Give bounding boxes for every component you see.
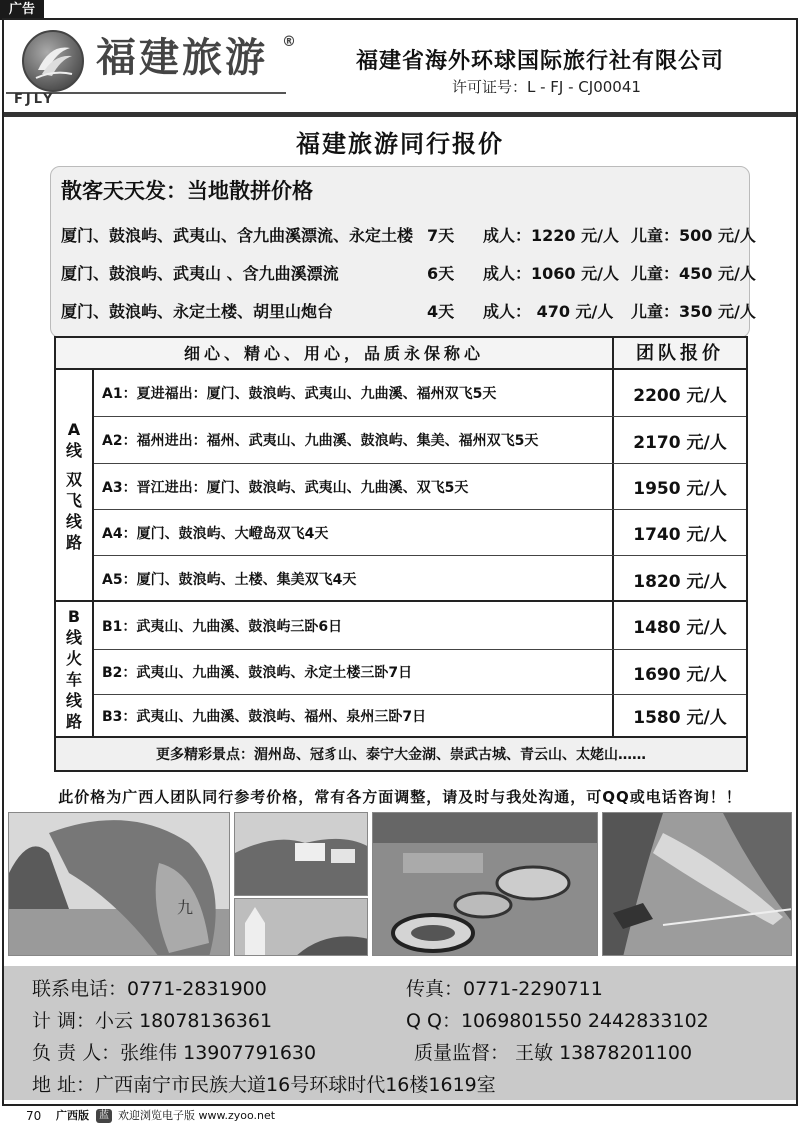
- scatter-row: [61, 223, 756, 249]
- line-a-label-char: 双: [65, 470, 82, 489]
- scatter-route: 厦门、鼓浪屿、武夷山、含九曲溪漂流、永定土楼: [61, 226, 414, 245]
- contact-fax: 传真：0771-2290711: [406, 978, 603, 1000]
- scatter-adult-price: 成人： 470 元/人: [483, 302, 614, 321]
- edition-badge: 蓝: [96, 1109, 112, 1123]
- page-footer: [0, 1106, 800, 1126]
- line-b-label-char: 车: [65, 670, 82, 689]
- contact-qq: Q Q：1069801550 2442833102: [406, 1010, 709, 1032]
- website-link[interactable]: 欢迎浏览电子版 www.zyoo.net: [118, 1109, 276, 1122]
- route-description: A4：厦门、鼓浪屿、大嶝岛双飞4天: [102, 525, 329, 542]
- line-a-label-char: 线: [65, 441, 82, 460]
- line-b-label-char: 路: [65, 712, 82, 731]
- line-b-label-char: 线: [65, 691, 82, 710]
- route-description: A2：福州进出：福州、武夷山、九曲溪、鼓浪屿、集美、福州双飞5天: [102, 433, 539, 449]
- page-title: 福建旅游同行报价: [296, 130, 504, 158]
- photo-church: [234, 898, 368, 956]
- route-description: A1：夏进福出：厦门、鼓浪屿、武夷山、九曲溪、福州双飞5天: [102, 386, 497, 402]
- photo-gulangyu: [234, 812, 368, 896]
- route-price: 1740 元/人: [612, 510, 746, 555]
- more-attractions: 更多精彩景点：湄州岛、冠豸山、泰宁大金湖、崇武古城、青云山、太姥山……: [56, 736, 746, 770]
- route-description: B2：武夷山、九曲溪、鼓浪屿、永定土楼三卧7日: [102, 665, 413, 681]
- line-a-label-char: 线: [65, 512, 82, 531]
- contact-phone: 联系电话：0771-2831900: [32, 978, 267, 1000]
- scatter-row: [61, 261, 756, 287]
- license-number: 许可证号：L - FJ - CJ00041: [452, 78, 641, 96]
- scatter-route: 厦门、鼓浪屿、永定土楼、胡里山炮台: [61, 302, 334, 321]
- route-price: 1480 元/人: [612, 602, 746, 649]
- company-name: 福建省海外环球国际旅行社有限公司: [356, 49, 725, 74]
- photo-tulou: [372, 812, 598, 956]
- line-a-label-char: 路: [65, 533, 82, 552]
- header-divider: [4, 112, 796, 117]
- table-row: [94, 650, 746, 695]
- scatter-price-box: [50, 166, 756, 338]
- table-row: [94, 417, 746, 464]
- page-number: 70: [26, 1109, 42, 1123]
- scatter-days: 4天: [427, 302, 455, 321]
- line-a-label-char: A: [67, 420, 81, 439]
- line-b-label-char: B: [67, 607, 81, 626]
- scatter-row: [61, 299, 756, 325]
- table-slogan: 细心、精心、用心，品质永保称心: [183, 344, 484, 363]
- table-row: [94, 464, 746, 510]
- route-price: 2200 元/人: [612, 370, 746, 416]
- contact-info: [4, 966, 796, 1100]
- route-price: 1950 元/人: [612, 464, 746, 509]
- scatter-title: 散客天天发：当地散拼价格: [61, 179, 313, 203]
- scatter-adult-price: 成人：1060 元/人: [483, 264, 619, 283]
- group-price-table: [54, 336, 748, 772]
- line-b-label-char: 火: [65, 649, 82, 668]
- scatter-route: 厦门、鼓浪屿、武夷山 、含九曲溪漂流: [61, 264, 339, 283]
- route-price: 1690 元/人: [612, 650, 746, 694]
- route-price: 1820 元/人: [612, 556, 746, 602]
- line-a-label: [56, 370, 94, 602]
- scatter-days: 6天: [427, 264, 455, 283]
- contact-manager: 负 责 人：张维伟 13907791630: [32, 1042, 317, 1064]
- registered-mark: ®: [282, 34, 296, 50]
- table-row: [94, 370, 746, 417]
- contact-address: 地 址：广西南宁市民族大道16号环球时代16楼1619室: [32, 1074, 496, 1096]
- photo-nine-bend-river: [602, 812, 792, 956]
- scatter-adult-price: 成人：1220 元/人: [483, 226, 619, 245]
- contact-quality-supervisor: 质量监督： 王敏 13878201100: [414, 1042, 693, 1064]
- svg-text:九: 九: [177, 898, 194, 917]
- scatter-child-price: 儿童：500 元/人: [631, 226, 756, 245]
- route-description: B3：武夷山、九曲溪、鼓浪屿、福州、泉州三卧7日: [102, 708, 427, 725]
- photo-rock-carving: [8, 812, 230, 956]
- edition-label: 广西版: [56, 1109, 89, 1122]
- brand-logo-icon: [22, 30, 84, 92]
- line-b-label: [56, 602, 94, 736]
- route-price: 2170 元/人: [612, 417, 746, 463]
- scatter-child-price: 儿童：350 元/人: [631, 302, 756, 321]
- route-description: B1：武夷山、九曲溪、鼓浪屿三卧6日: [102, 618, 343, 635]
- ad-tag: 广告: [0, 0, 44, 20]
- price-column-header: 团队报价: [612, 338, 746, 370]
- table-header: [56, 338, 746, 370]
- table-row: [94, 602, 746, 650]
- route-description: A3：晋江进出：厦门、鼓浪屿、武夷山、九曲溪、双飞5天: [102, 479, 469, 496]
- scatter-days: 7天: [427, 226, 455, 245]
- line-a-label-char: 飞: [65, 491, 82, 510]
- price-notice: 此价格为广西人团队同行参考价格，常有各方面调整，请及时与我处沟通，可QQ或电话咨询！！: [58, 788, 742, 806]
- table-row: [94, 695, 746, 736]
- table-row: [94, 510, 746, 556]
- table-row: [94, 556, 746, 602]
- line-b-label-char: 线: [65, 628, 82, 647]
- contact-planner: 计 调：小云 18078136361: [32, 1010, 273, 1032]
- route-price: 1580 元/人: [612, 695, 746, 736]
- route-description: A5：厦门、鼓浪屿、土楼、集美双飞4天: [102, 572, 357, 588]
- logo-abbreviation: FJLY: [14, 92, 56, 107]
- scatter-child-price: 儿童：450 元/人: [631, 264, 756, 283]
- brand-name: 福建旅游: [96, 35, 268, 81]
